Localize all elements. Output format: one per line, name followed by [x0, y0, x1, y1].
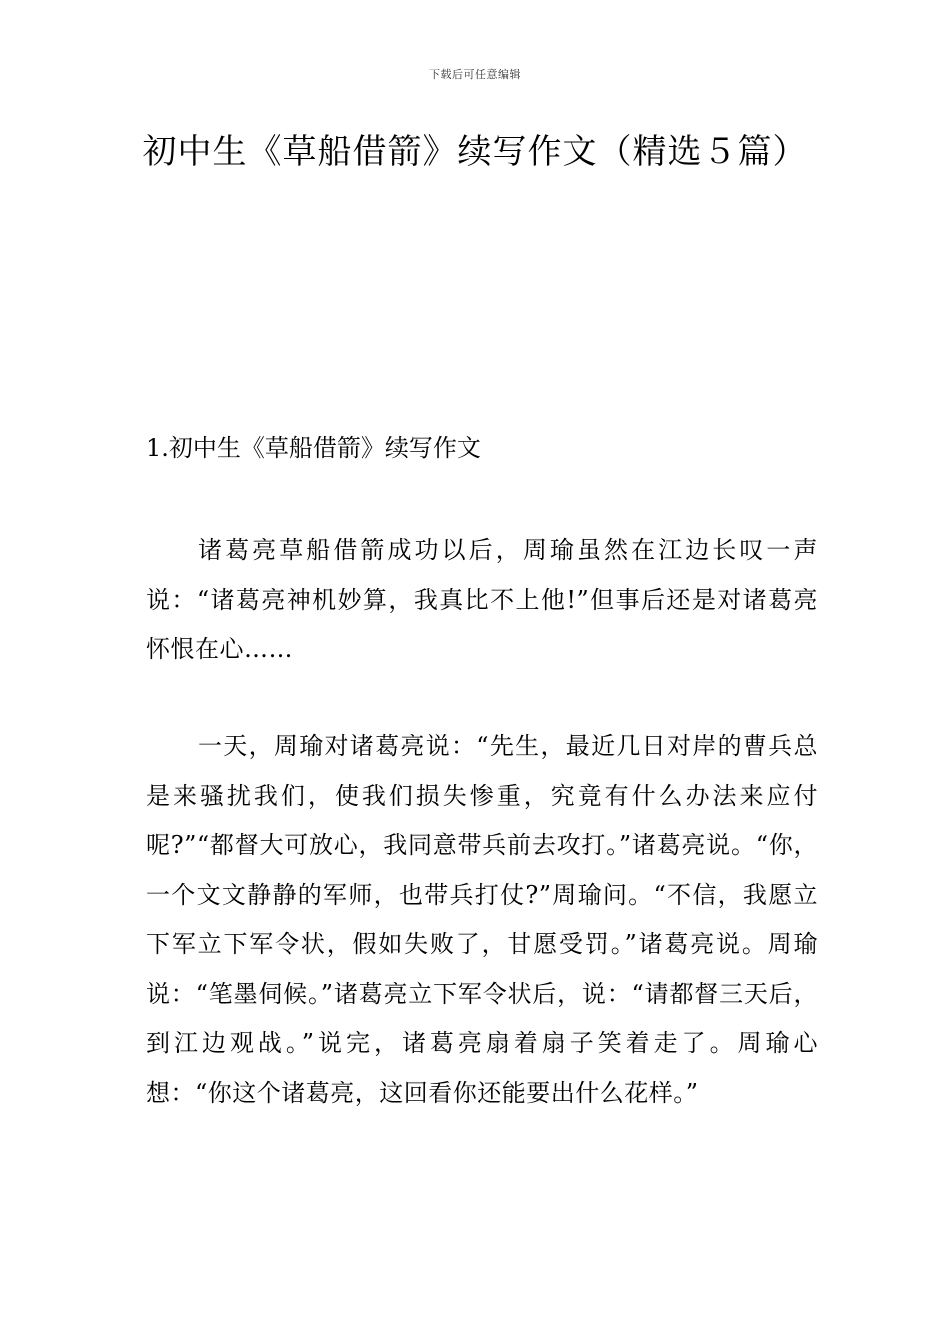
- header-note: 下载后可任意编辑: [429, 68, 521, 81]
- paragraph-1: 诸葛亮草船借箭成功以后，周瑜虽然在江边长叹一声说：“诸葛亮神机妙算，我真比不上他!”但事后还是对诸葛亮怀恨在心……: [146, 536, 818, 663]
- document-title: 初中生《草船借箭》续写作文（精选５篇）: [142, 132, 808, 172]
- paragraph-2: 一天，周瑜对诸葛亮说：“先生，最近几日对岸的曹兵总是来骚扰我们，使我们损失惨重，究竟有什么办法来应付呢?”“都督大可放心，我同意带兵前去攻打。”诸葛亮说。“你，一个文文静静的军师，也带兵打仗?”周瑜问。“不信，我愿立下军立下军令状，假如失败了，甘愿受罚。”诸葛亮说。周瑜说：“笔墨伺候。”诸葛亮立下军令状后，说：“请都督三天后，到江边观战。”说完，诸葛亮扇着扇子笑着走了。周瑜心想：“你这个诸葛亮，这回看你还能要出什么花样。”: [146, 732, 818, 1107]
- section-heading: 1.初中生《草船借箭》续写作文: [146, 434, 481, 462]
